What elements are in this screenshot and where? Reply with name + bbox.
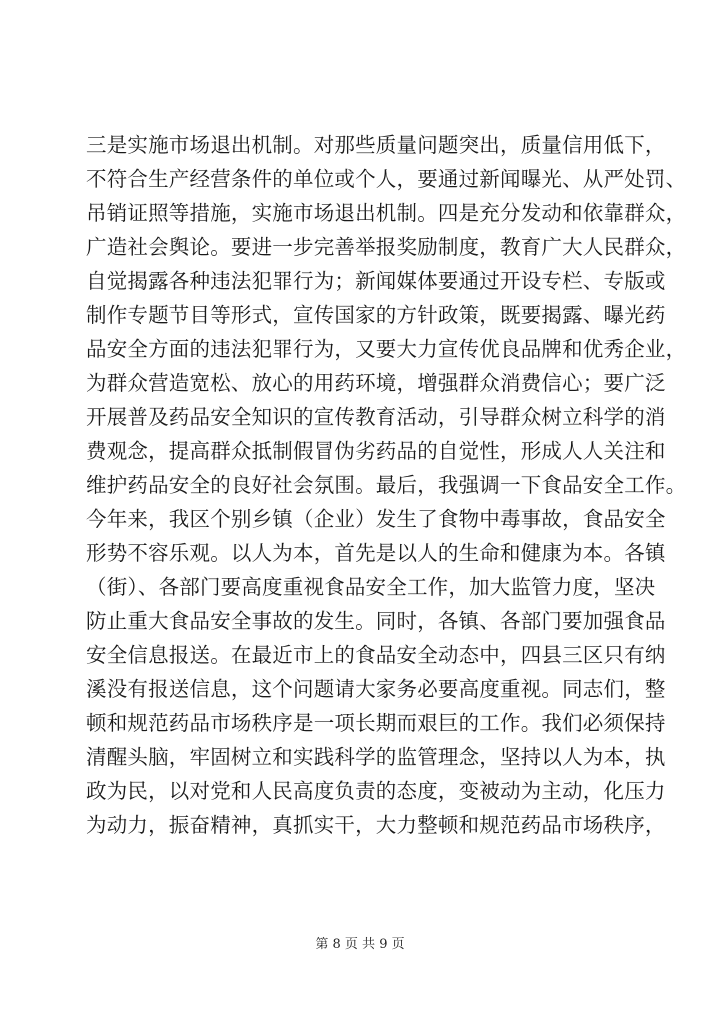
page-number: 第 8 页 共 9 页 [315,937,405,952]
text-line: 自觉揭露各种违法犯罪行为；新闻媒体要通过开设专栏、专版或 [86,269,666,293]
body-text [86,128,687,842]
text-line: 清醒头脑，牢固树立和实践科学的监管理念，坚持以人为本，执 [86,745,666,769]
text-line: 为动力，振奋精神，真抓实干，大力整顿和规范药品市场秩序， [86,813,666,837]
text-line: 顿和规范药品市场秩序是一项长期而艰巨的工作。我们必须保持 [86,711,666,735]
text-line: 三是实施市场退出机制。对那些质量问题突出，质量信用低下， [86,133,666,157]
text-line: 为群众营造宽松、放心的用药环境，增强群众消费信心；要广泛 [86,371,666,395]
text-line: （街）、各部门要高度重视食品安全工作，加大监管力度，坚决 [86,575,656,599]
text-line: 防止重大食品安全事故的发生。同时，各镇、各部门要加强食品 [86,609,666,633]
text-line: 吊销证照等措施，实施市场退出机制。四是充分发动和依靠群众， [86,201,687,225]
text-line: 不符合生产经营条件的单位或个人，要通过新闻曝光、从严处罚、 [86,167,687,191]
text-line: 形势不容乐观。以人为本，首先是以人的生命和健康为本。各镇 [86,541,666,565]
text-line: 费观念，提高群众抵制假冒伪劣药品的自觉性，形成人人关注和 [86,439,666,463]
text-line: 开展普及药品安全知识的宣传教育活动，引导群众树立科学的消 [86,405,666,429]
text-line: 今年来，我区个别乡镇（企业）发生了食物中毒事故，食品安全 [86,507,666,531]
text-line: 维护药品安全的良好社会氛围。最后，我强调一下食品安全工作。 [86,473,687,497]
text-line: 溪没有报送信息，这个问题请大家务必要高度重视。同志们，整 [86,677,666,701]
text-line: 政为民，以对党和人民高度负责的态度，变被动为主动，化压力 [86,779,666,803]
page-footer [0,936,720,954]
text-line: 制作专题节目等形式，宣传国家的方针政策，既要揭露、曝光药 [86,303,666,327]
text-line: 品安全方面的违法犯罪行为，又要大力宣传优良品牌和优秀企业， [86,337,687,361]
text-line: 广造社会舆论。要进一步完善举报奖励制度，教育广大人民群众， [86,235,687,259]
text-line: 安全信息报送。在最近市上的食品安全动态中，四县三区只有纳 [86,643,666,667]
